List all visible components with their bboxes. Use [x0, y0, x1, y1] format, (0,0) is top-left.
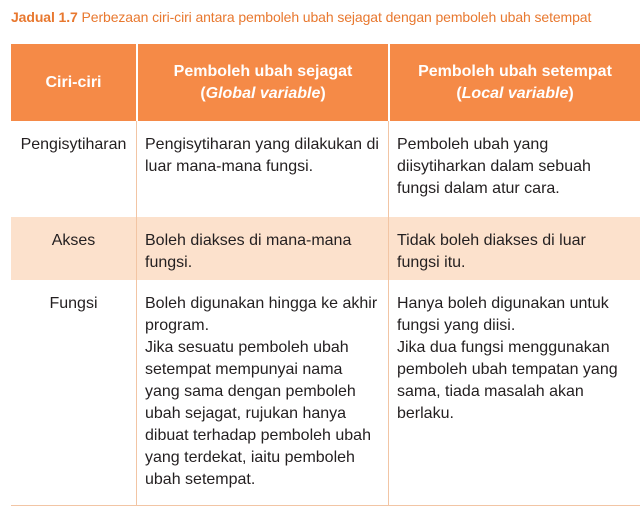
- local-function-cell: [388, 280, 640, 505]
- local-function-text-1: Hanya boleh digunakan untuk fungsi yang diisi.: [397, 295, 609, 334]
- global-declaration-text: Pengisytiharan yang dilakukan di luar mana-mana fungsi.: [145, 136, 379, 175]
- header-criteria: [11, 44, 136, 121]
- local-term-italic: Local variable: [461, 84, 569, 102]
- global-access-text: Boleh diakses di mana-mana fungsi.: [145, 232, 352, 271]
- local-declaration-text: Pemboleh ubah yang diisytiharkan dalam sebuah fungsi dalam atur cara.: [397, 136, 591, 197]
- header-local-term: (Local variable): [456, 84, 574, 102]
- global-function-text-2: Jika sesuatu pemboleh ubah setempat mempunyai nama yang sama dengan pemboleh ubah sejagat, rujukan hanya dibuat terhadap pemboleh ubah yang terdekat, iaitu pemboleh ubah setempat.: [145, 339, 371, 488]
- header-local-title: Pemboleh ubah setempat: [418, 62, 612, 80]
- table-number: Jadual 1.7: [11, 9, 78, 25]
- global-access-cell: [136, 217, 388, 280]
- global-term-italic: Global variable: [205, 84, 321, 102]
- header-criteria-label: Ciri-ciri: [45, 73, 102, 91]
- comparison-table: [11, 44, 640, 505]
- header-global-title: Pemboleh ubah sejagat: [173, 62, 353, 80]
- table-caption-text: Perbezaan ciri-ciri antara pemboleh ubah sejagat dengan pemboleh ubah setempat: [81, 9, 592, 25]
- local-access-text: Tidak boleh diakses di luar fungsi itu.: [397, 232, 586, 271]
- header-global-variable: [136, 44, 388, 121]
- row-label-function: Fungsi: [11, 280, 136, 505]
- row-label-declaration: Pengisytiharan: [11, 121, 136, 217]
- local-function-text-2: Jika dua fungsi menggunakan pemboleh ubah tempatan yang sama, tiada masalah akan berlaku.: [397, 339, 618, 422]
- local-access-cell: [388, 217, 640, 280]
- global-function-text-1: Boleh digunakan hingga ke akhir program.: [145, 295, 378, 334]
- global-declaration-cell: [136, 121, 388, 217]
- global-function-cell: [136, 280, 388, 505]
- row-label-access: Akses: [11, 217, 136, 280]
- header-local-variable: [388, 44, 640, 121]
- table-caption: [11, 8, 591, 26]
- local-declaration-cell: [388, 121, 640, 217]
- header-global-term: (Global variable): [200, 84, 326, 102]
- table-bottom-rule: [11, 505, 640, 506]
